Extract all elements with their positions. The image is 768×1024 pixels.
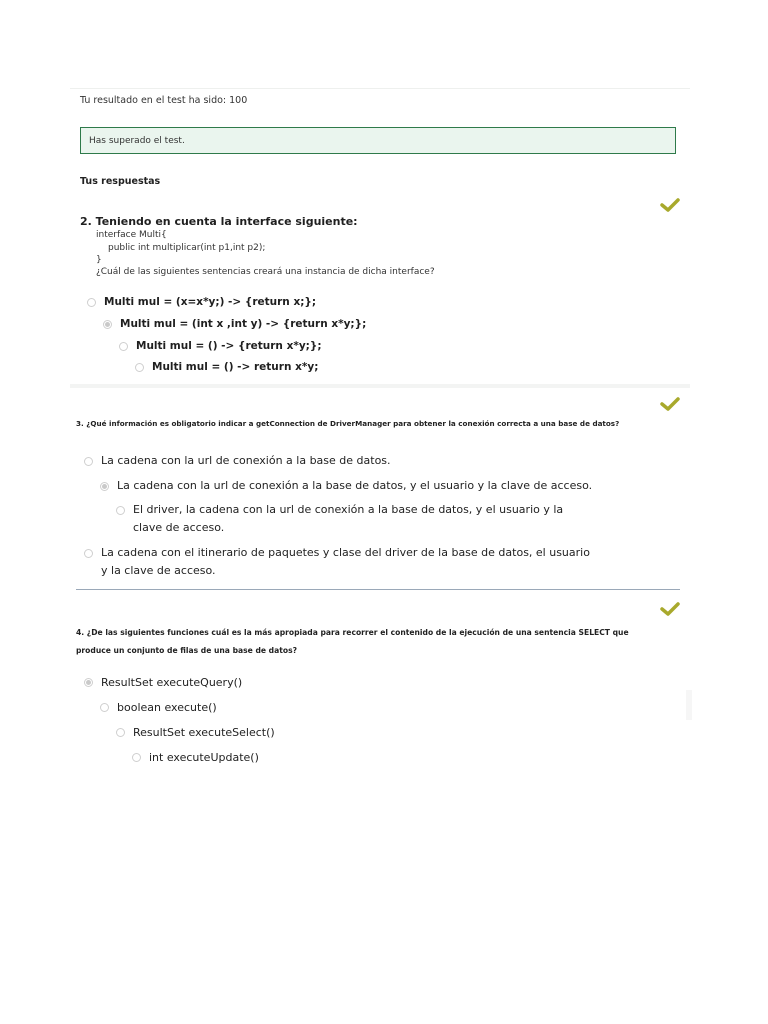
answer-option-label: Multi mul = () -> {return x*y;}; xyxy=(136,340,322,352)
answer-option[interactable] xyxy=(103,318,366,330)
answer-option[interactable] xyxy=(100,701,217,714)
question-2-title: 2. Teniendo en cuenta la interface siguiente: xyxy=(80,215,358,228)
question-2-prompt: ¿Cuál de las siguientes sentencias creará una instancia de dicha interface? xyxy=(96,267,435,277)
answer-option[interactable] xyxy=(87,296,316,308)
answer-option[interactable] xyxy=(84,676,242,689)
radio-button[interactable] xyxy=(100,703,109,712)
code-line: interface Multi{ xyxy=(96,230,167,240)
radio-button[interactable] xyxy=(119,342,128,351)
answer-option[interactable] xyxy=(116,501,586,537)
radio-button[interactable] xyxy=(84,457,93,466)
radio-button[interactable] xyxy=(87,298,96,307)
code-line: public int multiplicar(int p1,int p2); xyxy=(108,243,266,253)
question-divider xyxy=(70,384,690,388)
answer-option-label: La cadena con la url de conexión a la base de datos. xyxy=(101,454,391,467)
success-alert xyxy=(80,127,676,154)
answer-option-label: La cadena con el itinerario de paquetes y clase del driver de la base de datos, el usuario y la clave de acceso. xyxy=(101,546,590,577)
radio-button[interactable] xyxy=(116,728,125,737)
answer-option-label: El driver, la cadena con la url de conexión a la base de datos, y el usuario y la clave de acceso. xyxy=(133,503,564,534)
answer-option[interactable] xyxy=(116,726,275,739)
answer-option-label: La cadena con la url de conexión a la base de datos, y el usuario y la clave de acceso. xyxy=(117,479,593,492)
radio-button[interactable] xyxy=(135,363,144,372)
test-result-text: Tu resultado en el test ha sido: 100 xyxy=(80,95,248,106)
answer-option[interactable] xyxy=(132,751,259,764)
radio-button-selected[interactable] xyxy=(103,320,112,329)
question-3-title: 3. ¿Qué información es obligatorio indicar a getConnection de DriverManager para obtener la conexión correcta a una base de datos? xyxy=(76,419,620,428)
check-icon xyxy=(660,601,680,617)
answer-option-label: Multi mul = (x=x*y;) -> {return x;}; xyxy=(104,296,317,308)
answer-option[interactable] xyxy=(135,361,318,373)
question-4-title: 4. ¿De las siguientes funciones cuál es la más apropiada para recorrer el contenido de la ejecución de una sentencia SELECT que produce un conjunto de filas de una base de datos? xyxy=(76,628,629,655)
check-icon xyxy=(660,396,680,412)
answer-option-label: Multi mul = (int x ,int y) -> {return x*y;}; xyxy=(120,318,367,330)
top-divider xyxy=(70,88,690,89)
answer-option[interactable] xyxy=(84,452,644,470)
answers-heading: Tus respuestas xyxy=(80,176,161,187)
success-alert-message: Has superado el test. xyxy=(89,136,185,146)
radio-button[interactable] xyxy=(132,753,141,762)
answer-option-label: ResultSet executeQuery() xyxy=(101,676,243,689)
check-icon xyxy=(660,197,680,213)
answer-option[interactable] xyxy=(100,477,660,495)
answer-option-label: Multi mul = () -> return x*y; xyxy=(152,361,319,373)
radio-button-selected[interactable] xyxy=(84,678,93,687)
answer-option-label: boolean execute() xyxy=(117,701,217,714)
scrollbar-track xyxy=(686,690,692,720)
code-line: } xyxy=(96,255,102,265)
answer-option-label: ResultSet executeSelect() xyxy=(133,726,275,739)
answer-option-label: int executeUpdate() xyxy=(149,751,259,764)
answer-option[interactable] xyxy=(84,544,594,580)
radio-button[interactable] xyxy=(84,549,93,558)
answer-option[interactable] xyxy=(119,340,322,352)
radio-button[interactable] xyxy=(116,506,125,515)
radio-button-selected[interactable] xyxy=(100,482,109,491)
question-divider xyxy=(76,589,680,590)
